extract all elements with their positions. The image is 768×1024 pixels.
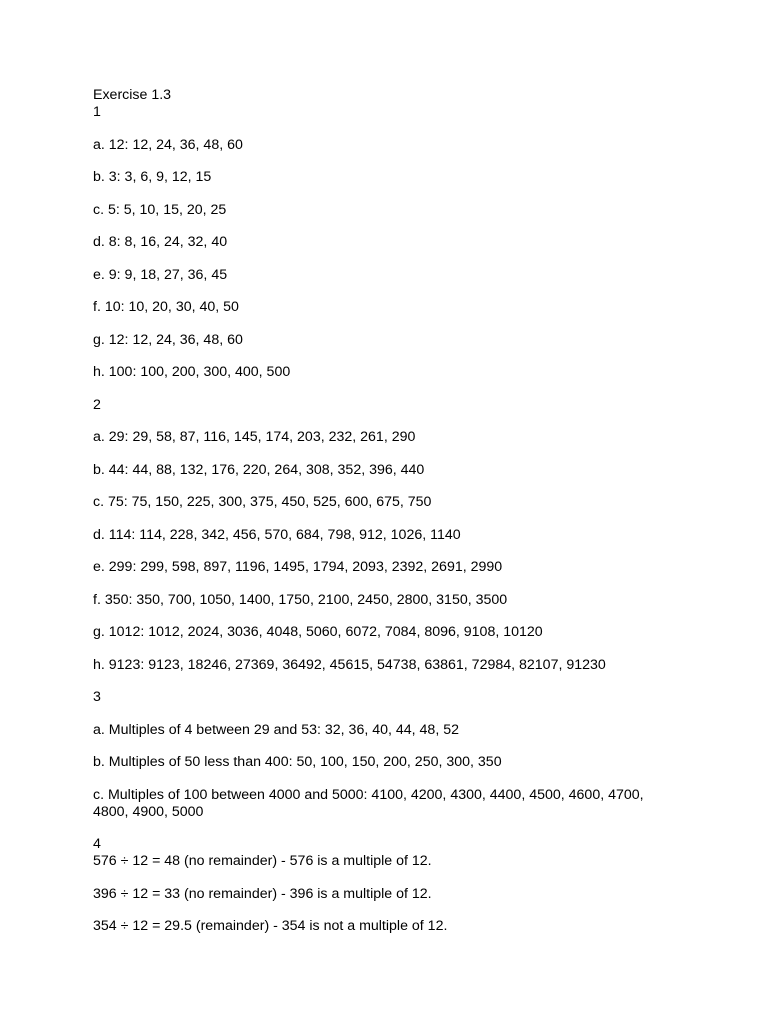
question-4-item-1: 576 ÷ 12 = 48 (no remainder) - 576 is a multiple of 12. [93, 853, 432, 869]
question-2-item-b: b. 44: 44, 88, 132, 176, 220, 264, 308, 352, 396, 440 [93, 461, 425, 478]
question-1-item-f: f. 10: 10, 20, 30, 40, 50 [93, 299, 239, 315]
document-title: Exercise 1.3 [93, 87, 172, 103]
question-3-number: 3 [93, 689, 101, 705]
question-3-item-a: a. Multiples of 4 between 29 and 53: 32, 36, 40, 44, 48, 52 [93, 721, 459, 738]
question-2-item-d: d. 114: 114, 228, 342, 456, 570, 684, 798, 912, 1026, 1140 [93, 526, 461, 543]
question-3-item-c: c. Multiples of 100 between 4000 and 5000: 4100, 4200, 4300, 4400, 4500, 4600, 4700, 4800, 4900, 5000 [93, 786, 644, 820]
question-1-item-c: c. 5: 5, 10, 15, 20, 25 [93, 201, 227, 218]
question-2-item-a: a. 29: 29, 58, 87, 116, 145, 174, 203, 232, 261, 290 [93, 429, 416, 445]
question-2-item-c: c. 75: 75, 150, 225, 300, 375, 450, 525, 600, 675, 750 [93, 494, 432, 510]
question-2-item-e: e. 299: 299, 598, 897, 1196, 1495, 1794, 2093, 2392, 2691, 2990 [93, 559, 503, 575]
question-1-item-a: a. 12: 12, 24, 36, 48, 60 [93, 136, 243, 153]
question-2-item-f: f. 350: 350, 700, 1050, 1400, 1750, 2100, 2450, 2800, 3150, 3500 [93, 591, 508, 608]
document-page [93, 87, 653, 935]
question-2-number: 2 [93, 396, 101, 413]
question-1-item-h: h. 100: 100, 200, 300, 400, 500 [93, 364, 291, 380]
question-3-item-b: b. Multiples of 50 less than 400: 50, 100, 150, 200, 250, 300, 350 [93, 754, 502, 770]
question-1-item-b: b. 3: 3, 6, 9, 12, 15 [93, 169, 212, 185]
question-4-item-3: 354 ÷ 12 = 29.5 (remainder) - 354 is not a multiple of 12. [93, 918, 448, 934]
question-1-item-g: g. 12: 12, 24, 36, 48, 60 [93, 331, 243, 348]
question-1-item-d: d. 8: 8, 16, 24, 32, 40 [93, 234, 228, 250]
question-1-number: 1 [93, 104, 101, 120]
question-4-number: 4 [93, 836, 101, 852]
question-1-item-e: e. 9: 9, 18, 27, 36, 45 [93, 266, 228, 283]
question-2-item-h: h. 9123: 9123, 18246, 27369, 36492, 45615, 54738, 63861, 72984, 82107, 91230 [93, 656, 606, 673]
question-2-item-g: g. 1012: 1012, 2024, 3036, 4048, 5060, 6072, 7084, 8096, 9108, 10120 [93, 624, 543, 640]
question-4-item-2: 396 ÷ 12 = 33 (no remainder) - 396 is a multiple of 12. [93, 885, 432, 902]
